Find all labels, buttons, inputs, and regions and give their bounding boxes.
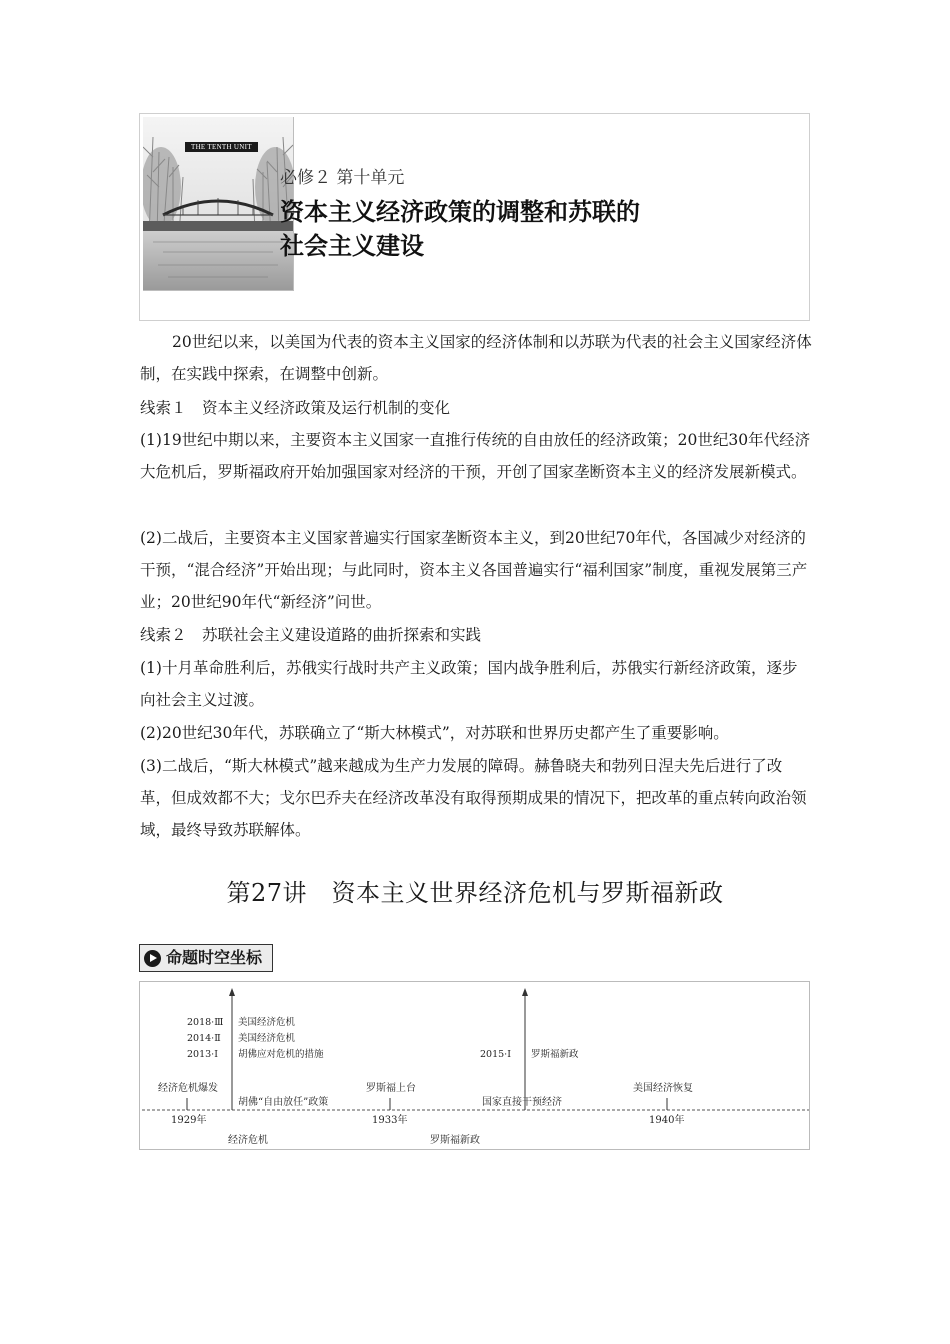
exam-ref-2014: 2014·Ⅱ	[187, 1033, 221, 1044]
event-hoover-policy: 胡佛“自由放任”政策	[238, 1097, 329, 1108]
period-new-deal: 罗斯福新政	[430, 1135, 480, 1146]
exam-topic-2018: 美国经济危机	[238, 1017, 296, 1028]
unit-banner	[139, 113, 810, 321]
play-icon	[144, 950, 161, 967]
clue1-heading: 线索１ 资本主义经济政策及运行机制的变化	[140, 399, 451, 417]
clue2-item-2: (2)20世纪30年代，苏联确立了“斯大林模式”，对苏联和世界历史都产生了重要影响。	[140, 724, 729, 742]
subject-line: 必修２ 第十单元	[280, 168, 405, 188]
unit-title	[280, 195, 640, 263]
exam-topic-2015: 罗斯福新政	[531, 1049, 579, 1060]
exam-topic-2014: 美国经济危机	[238, 1033, 296, 1044]
clue2-item-3: (3)二战后，“斯大林模式”越来越成为生产力发展的障碍。赫鲁晓夫和勃列日涅夫先后进行了改革，但成效都不大；戈尔巴乔夫在经济改革没有取得预期成果的情况下，把改革的重点转向政治领域，最终导致苏联解体。	[140, 757, 807, 839]
clue2-item-1: (1)十月革命胜利后，苏俄实行战时共产主义政策；国内战争胜利后，苏俄实行新经济政策，逐步向社会主义过渡。	[140, 659, 798, 709]
exam-topic-2013: 胡佛应对危机的措施	[238, 1049, 324, 1060]
clue1-item-1: (1)19世纪中期以来，主要资本主义国家一直推行传统的自由放任的经济政策；20世纪30年代经济大危机后，罗斯福政府开始加强国家对经济的干预，开创了国家垄断资本主义的经济发展新模式。	[140, 431, 811, 481]
timeline-diagram	[139, 981, 810, 1150]
clue1-item-2: (2)二战后，主要资本主义国家普遍实行国家垄断资本主义，到20世纪70年代，各国减少对经济的干预，“混合经济”开始出现；与此同时，资本主义各国普遍实行“福利国家”制度，重视发展第三产业；20世纪90年代“新经济”问世。	[140, 529, 808, 611]
section-tag-label: 命题时空坐标	[166, 948, 263, 967]
section-tag	[139, 944, 273, 972]
year-1929: 1929年	[171, 1115, 207, 1126]
event-roosevelt-office: 罗斯福上台	[366, 1083, 416, 1094]
unit-title-line-1: 资本主义经济政策的调整和苏联的	[280, 198, 640, 226]
clue2-heading: 线索２ 苏联社会主义建设道路的曲折探索和实践	[140, 626, 482, 644]
year-1933: 1933年	[372, 1115, 408, 1126]
unit-label: THE TENTH UNIT	[185, 142, 258, 152]
timeline-lines	[140, 982, 811, 1151]
bridge-photo	[143, 117, 294, 291]
event-state-intervention: 国家直接干预经济	[482, 1097, 562, 1108]
intro-paragraph: 20世纪以来，以美国为代表的资本主义国家的经济体制和以苏联为代表的社会主义国家经济体制，在实践中探索，在调整中创新。	[140, 333, 812, 383]
unit-title-line-2: 社会主义建设	[280, 232, 424, 260]
lecture-title: 第27讲 资本主义世界经济危机与罗斯福新政	[226, 879, 724, 907]
event-us-recovery: 美国经济恢复	[633, 1083, 693, 1094]
period-economic-crisis: 经济危机	[228, 1135, 268, 1146]
year-1940: 1940年	[649, 1115, 685, 1126]
exam-ref-2015: 2015·Ⅰ	[480, 1049, 511, 1060]
event-crisis-outbreak: 经济危机爆发	[158, 1083, 218, 1094]
exam-ref-2018: 2018·Ⅲ	[187, 1017, 224, 1028]
exam-ref-2013: 2013·Ⅰ	[187, 1049, 218, 1060]
